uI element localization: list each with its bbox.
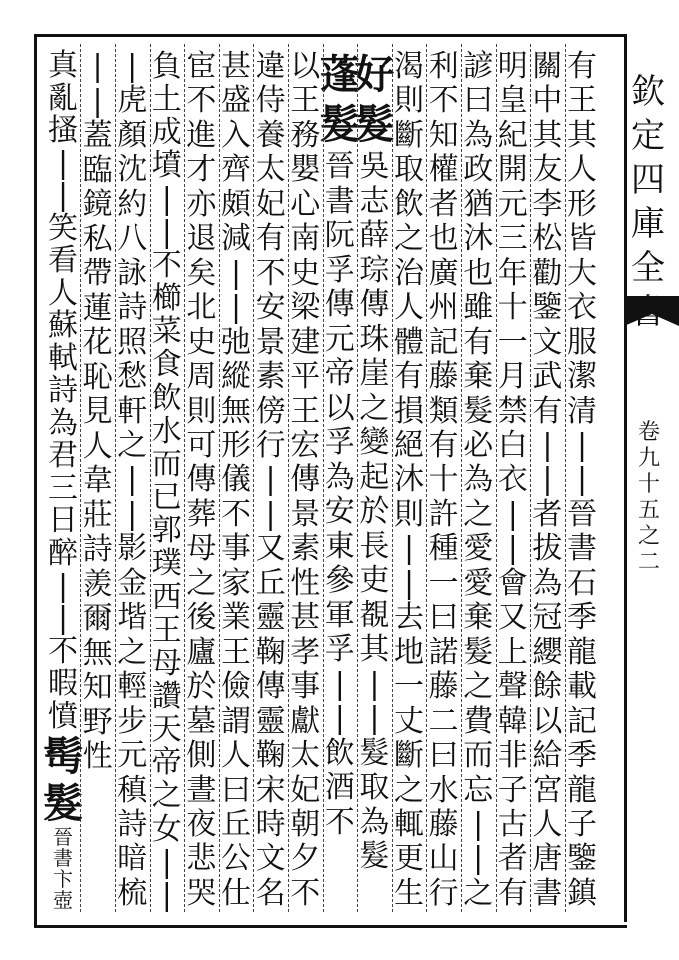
column-rule <box>150 44 151 912</box>
entry-heading: 蓬 髮 <box>319 51 360 148</box>
text-column <box>112 50 152 911</box>
entry-heading: 好 髮 <box>354 51 395 148</box>
column-rule <box>461 44 462 912</box>
entry-note: 晉 書 卞 壺 <box>53 825 73 912</box>
text-column <box>216 50 256 911</box>
text-column <box>147 50 187 912</box>
volume-label: 卷 九 十 五 之 二 <box>637 420 660 575</box>
text-column <box>562 50 602 911</box>
text-column <box>354 50 394 875</box>
column-text: 負 土 成 墳 | | 不 櫛 菜 食 飲 水 而 已 郭 璞 西 王 母 讚 天 帝 之 女 | | <box>151 49 182 913</box>
column-rule <box>323 44 324 912</box>
entry-note: 吳 志 薛 琮 傳 珠 崖 之 變 起 於 長 吏 覩 其 | | 髮 取 為 髮 <box>359 149 390 874</box>
column-text: | | 蓋 臨 鏡 私 帶 蓮 花 恥 見 人 韋 莊 詩 羨 爾 無 知 野 性 <box>82 49 113 774</box>
column-text: 渴 則 斷 取 飲 之 治 人 體 有 損 絕 沐 則 | | 去 地 一 丈 斷 之 輒 更 生 <box>394 49 424 911</box>
fishtail-mark <box>624 296 679 326</box>
column-rule <box>496 44 497 912</box>
text-column <box>424 50 464 911</box>
column-rule <box>530 44 531 912</box>
column-rule <box>288 44 289 912</box>
entry-note: 晉 書 阮 孚 傳 元 帝 以 孚 為 安 東 參 軍 孚 | | 飲 酒 不 <box>324 149 355 840</box>
text-column <box>527 50 567 911</box>
column-text: 關 中 其 友 李 松 勸 鑒 文 武 有 | | 者 拔 為 冠 纓 餘 以 給 宮 人 唐 書 <box>532 49 563 911</box>
text-column <box>320 50 360 840</box>
text-column <box>43 50 83 910</box>
column-text: 利 不 知 權 者 也 廣 州 記 藤 類 有 十 許 種 一 曰 諾 藤 二 曰 水 藤 山 行 <box>428 49 459 911</box>
column-text: | 虎 顏 沈 約 八 詠 詩 照 愁 軒 之 | | 影 金 堦 之 輕 步 元 稹 詩 暗 梳 <box>117 49 148 911</box>
column-text: 以 王 務 嬰 心 南 史 梁 建 平 王 宏 傳 景 素 性 甚 孝 事 獻 太 妃 朝 夕 不 <box>290 49 321 911</box>
column-rule <box>80 44 81 912</box>
column-rule <box>115 44 116 912</box>
column-text: 有 王 其 人 形 皆 大 衣 服 潔 清 | | 晉 書 石 季 龍 載 記 季 龍 子 鑒 鎮 <box>567 49 597 911</box>
text-column <box>78 50 118 775</box>
column-rule <box>184 44 185 912</box>
column-text: 明 皇 紀 開 元 三 年 十 一 月 禁 白 衣 | | 會 又 上 聲 韓 非 子 古 者 有 <box>497 49 528 911</box>
column-rule <box>426 44 427 912</box>
column-rule <box>219 44 220 912</box>
text-column <box>458 50 498 911</box>
column-rule <box>253 44 254 912</box>
entry-heading: 髩 髮 <box>43 733 83 828</box>
column-text: 真 亂 搔 | | 笑 看 人 蘇 軾 詩 為 君 三 日 醉 | | 不 暇 憤 <box>48 48 78 734</box>
column-text: 宦 不 進 才 亦 退 矣 北 史 周 則 可 傳 葬 母 之 後 廬 於 墓 側 晝 夜 悲 哭 <box>186 49 217 911</box>
text-column <box>389 50 429 911</box>
column-rule <box>565 44 566 912</box>
text-column <box>251 50 291 911</box>
column-text: 違 侍 養 太 妃 有 不 安 景 素 傍 行 | | 又 丘 靈 鞠 傳 靈 鞠 宋 時 文 名 <box>255 49 286 911</box>
text-column <box>285 50 325 911</box>
column-rule <box>392 44 393 912</box>
text-column <box>181 50 221 911</box>
column-text: 甚 盛 入 齊 頗 減 | | 弛 縱 無 形 儀 不 事 家 業 王 儉 謂 人 曰 丘 公 仕 <box>221 49 251 911</box>
column-text: 諺 曰 為 政 猶 沐 也 雖 有 棄 髮 必 為 之 愛 愛 棄 髮 之 費 而 忘 | | 之 <box>463 49 494 911</box>
collection-title: 欽 定 四 庫 全 <box>631 72 665 288</box>
text-column <box>493 50 533 911</box>
column-rule <box>357 44 358 912</box>
